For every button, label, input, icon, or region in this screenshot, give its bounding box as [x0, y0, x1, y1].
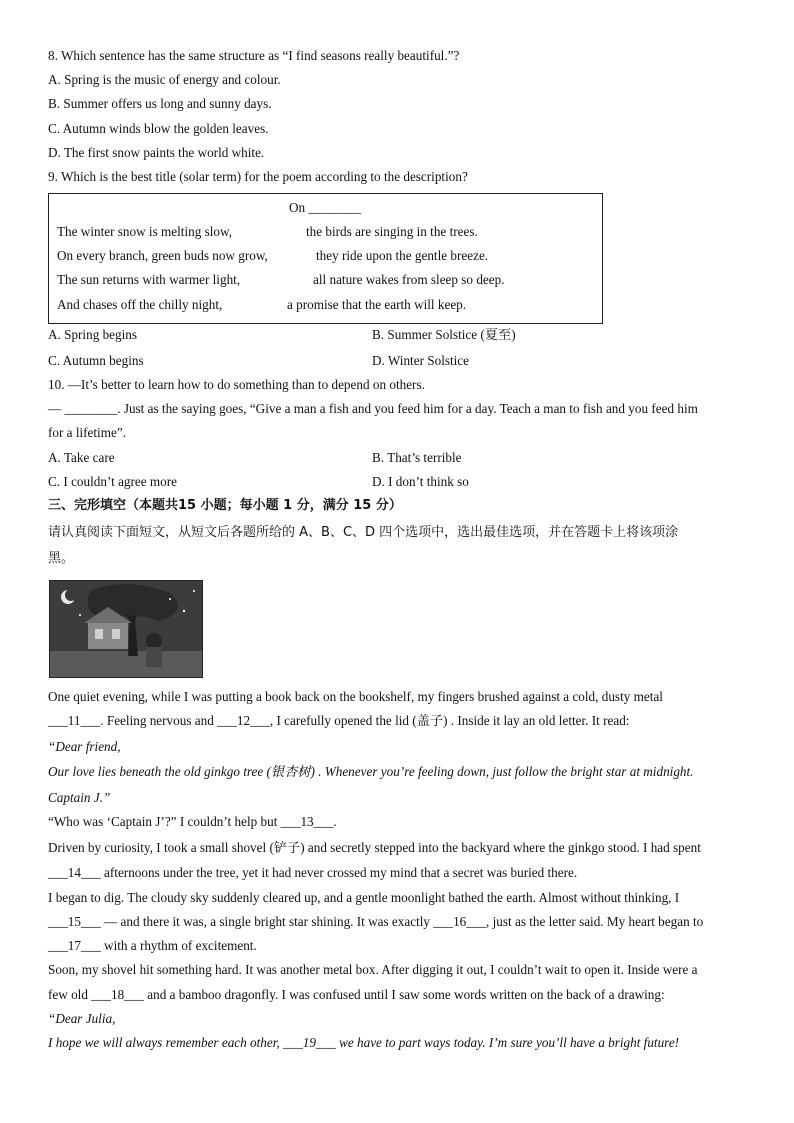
q10-option-a: A. Take care — [48, 450, 115, 465]
poem-line: all nature wakes from sleep so deep. — [313, 272, 505, 287]
q8-option-d: D. The first snow paints the world white. — [48, 145, 265, 160]
passage-line — [48, 712, 629, 730]
poem-title: On ________ — [289, 200, 362, 215]
q10-line1: 10. —It’s better to learn how to do something than to depend on others. — [48, 377, 425, 392]
passage-text: “Who was ‘Captain J’?” I couldn’t help but — [48, 814, 281, 829]
passage-text: and a bamboo dragonfly. I was confused until I saw some words written on the back of a drawing: — [143, 987, 665, 1002]
passage-text: with a rhythm of excitement. — [100, 938, 257, 953]
poem-line: The sun returns with warmer light, — [57, 272, 241, 287]
q8-stem: 8. Which sentence has the same structure as “I find seasons really beautiful.”? — [48, 48, 460, 63]
letter1-greeting: “Dear friend, — [48, 739, 121, 754]
poem-line: The winter snow is melting slow, — [57, 224, 232, 239]
passage-text: . — [333, 814, 337, 829]
poem-line: And chases off the chilly night, — [57, 297, 223, 312]
blank-18: ___18___ — [91, 987, 144, 1002]
passage-line — [48, 864, 577, 882]
section-heading: 三、完形填空（本题共15 小题；每小题 1 分，满分 15 分） — [48, 498, 402, 513]
blank-12: ___12___ — [217, 713, 270, 728]
passage-line — [48, 813, 337, 831]
passage-line — [48, 937, 257, 955]
q10-option-b: B. That’s terrible — [372, 450, 462, 465]
passage-text: afternoons under the tree, yet it had never crossed my mind that a secret was buried there. — [100, 865, 578, 880]
blank-17: ___17___ — [48, 938, 101, 953]
passage-text: , I carefully opened the lid (盖子) . Inside it lay an old letter. It read: — [269, 713, 630, 728]
q9-option-d: D. Winter Solstice — [372, 353, 470, 368]
blank-15: ___15___ — [48, 914, 101, 929]
passage-line — [48, 986, 665, 1004]
blank-11: ___11___ — [48, 713, 101, 728]
poem-line: the birds are singing in the trees. — [306, 224, 478, 239]
poem-box — [48, 193, 603, 324]
poem-line: they ride upon the gentle breeze. — [316, 248, 489, 263]
passage-text: — and there it was, a single bright star shining. It was exactly — [100, 914, 434, 929]
q10-option-d: D. I don’t think so — [372, 474, 469, 489]
letter-text: I hope we will always remember each other, — [48, 1035, 284, 1050]
blank-13: ___13___ — [280, 814, 334, 829]
passage-text: few old — [48, 987, 92, 1002]
poem-line: On every branch, green buds now grow, — [57, 248, 268, 263]
q10-line2: — ________. Just as the saying goes, “Give a man a fish and you feed him for a day. Teach a man to fish and you feed him — [48, 401, 698, 416]
blank-16: ___16___ — [433, 914, 487, 929]
q9-option-a: A. Spring begins — [48, 327, 138, 342]
q9-option-c: C. Autumn begins — [48, 353, 144, 368]
passage-line: I began to dig. The cloudy sky suddenly cleared up, and a gentle moonlight bathed the earth. Almost without thinking, I — [48, 890, 680, 905]
letter2-greeting: “Dear Julia, — [48, 1011, 116, 1026]
poem-line: a promise that the earth will keep. — [287, 297, 467, 312]
story-illustration — [49, 580, 203, 678]
passage-text: . Feeling nervous and — [100, 713, 218, 728]
passage-line — [48, 913, 703, 931]
blank-19: ___19___ — [283, 1035, 336, 1050]
letter1-body: Our love lies beneath the old ginkgo tree (银杏树) . Whenever you’re feeling down, just follow the bright star at midnight. — [48, 764, 694, 779]
q10-option-c: C. I couldn’t agree more — [48, 474, 178, 489]
passage-text: , just as the letter said. My heart began to — [486, 914, 704, 929]
q9-stem: 9. Which is the best title (solar term) for the poem according to the description? — [48, 169, 468, 184]
section-instruction: 请认真阅读下面短文，从短文后各题所给的 A、B、C、D 四个选项中，选出最佳选项，并在答题卡上将该项涂 — [48, 525, 679, 540]
letter2-body — [48, 1034, 679, 1052]
section-instruction-cont: 黑。 — [48, 551, 75, 566]
q8-option-a: A. Spring is the music of energy and colour. — [48, 72, 281, 87]
passage-line: One quiet evening, while I was putting a book back on the bookshelf, my fingers brushed against a cold, dusty metal — [48, 689, 663, 704]
letter-text: we have to part ways today. I’m sure you’ll have a bright future! — [335, 1035, 680, 1050]
passage-line: Soon, my shovel hit something hard. It was another metal box. After digging it out, I couldn’t wait to open it. Inside were a — [48, 962, 698, 977]
q8-option-b: B. Summer offers us long and sunny days. — [48, 96, 272, 111]
letter1-signature: Captain J.” — [48, 790, 111, 805]
blank-14: ___14___ — [48, 865, 101, 880]
passage-line: Driven by curiosity, I took a small shovel (铲子) and secretly stepped into the backyard where the ginkgo stood. I had spent — [48, 840, 701, 855]
q9-option-b: B. Summer Solstice (夏至) — [372, 327, 516, 342]
night-scene-image — [50, 581, 203, 678]
q8-option-c: C. Autumn winds blow the golden leaves. — [48, 121, 269, 136]
q10-line3: for a lifetime”. — [48, 425, 126, 440]
